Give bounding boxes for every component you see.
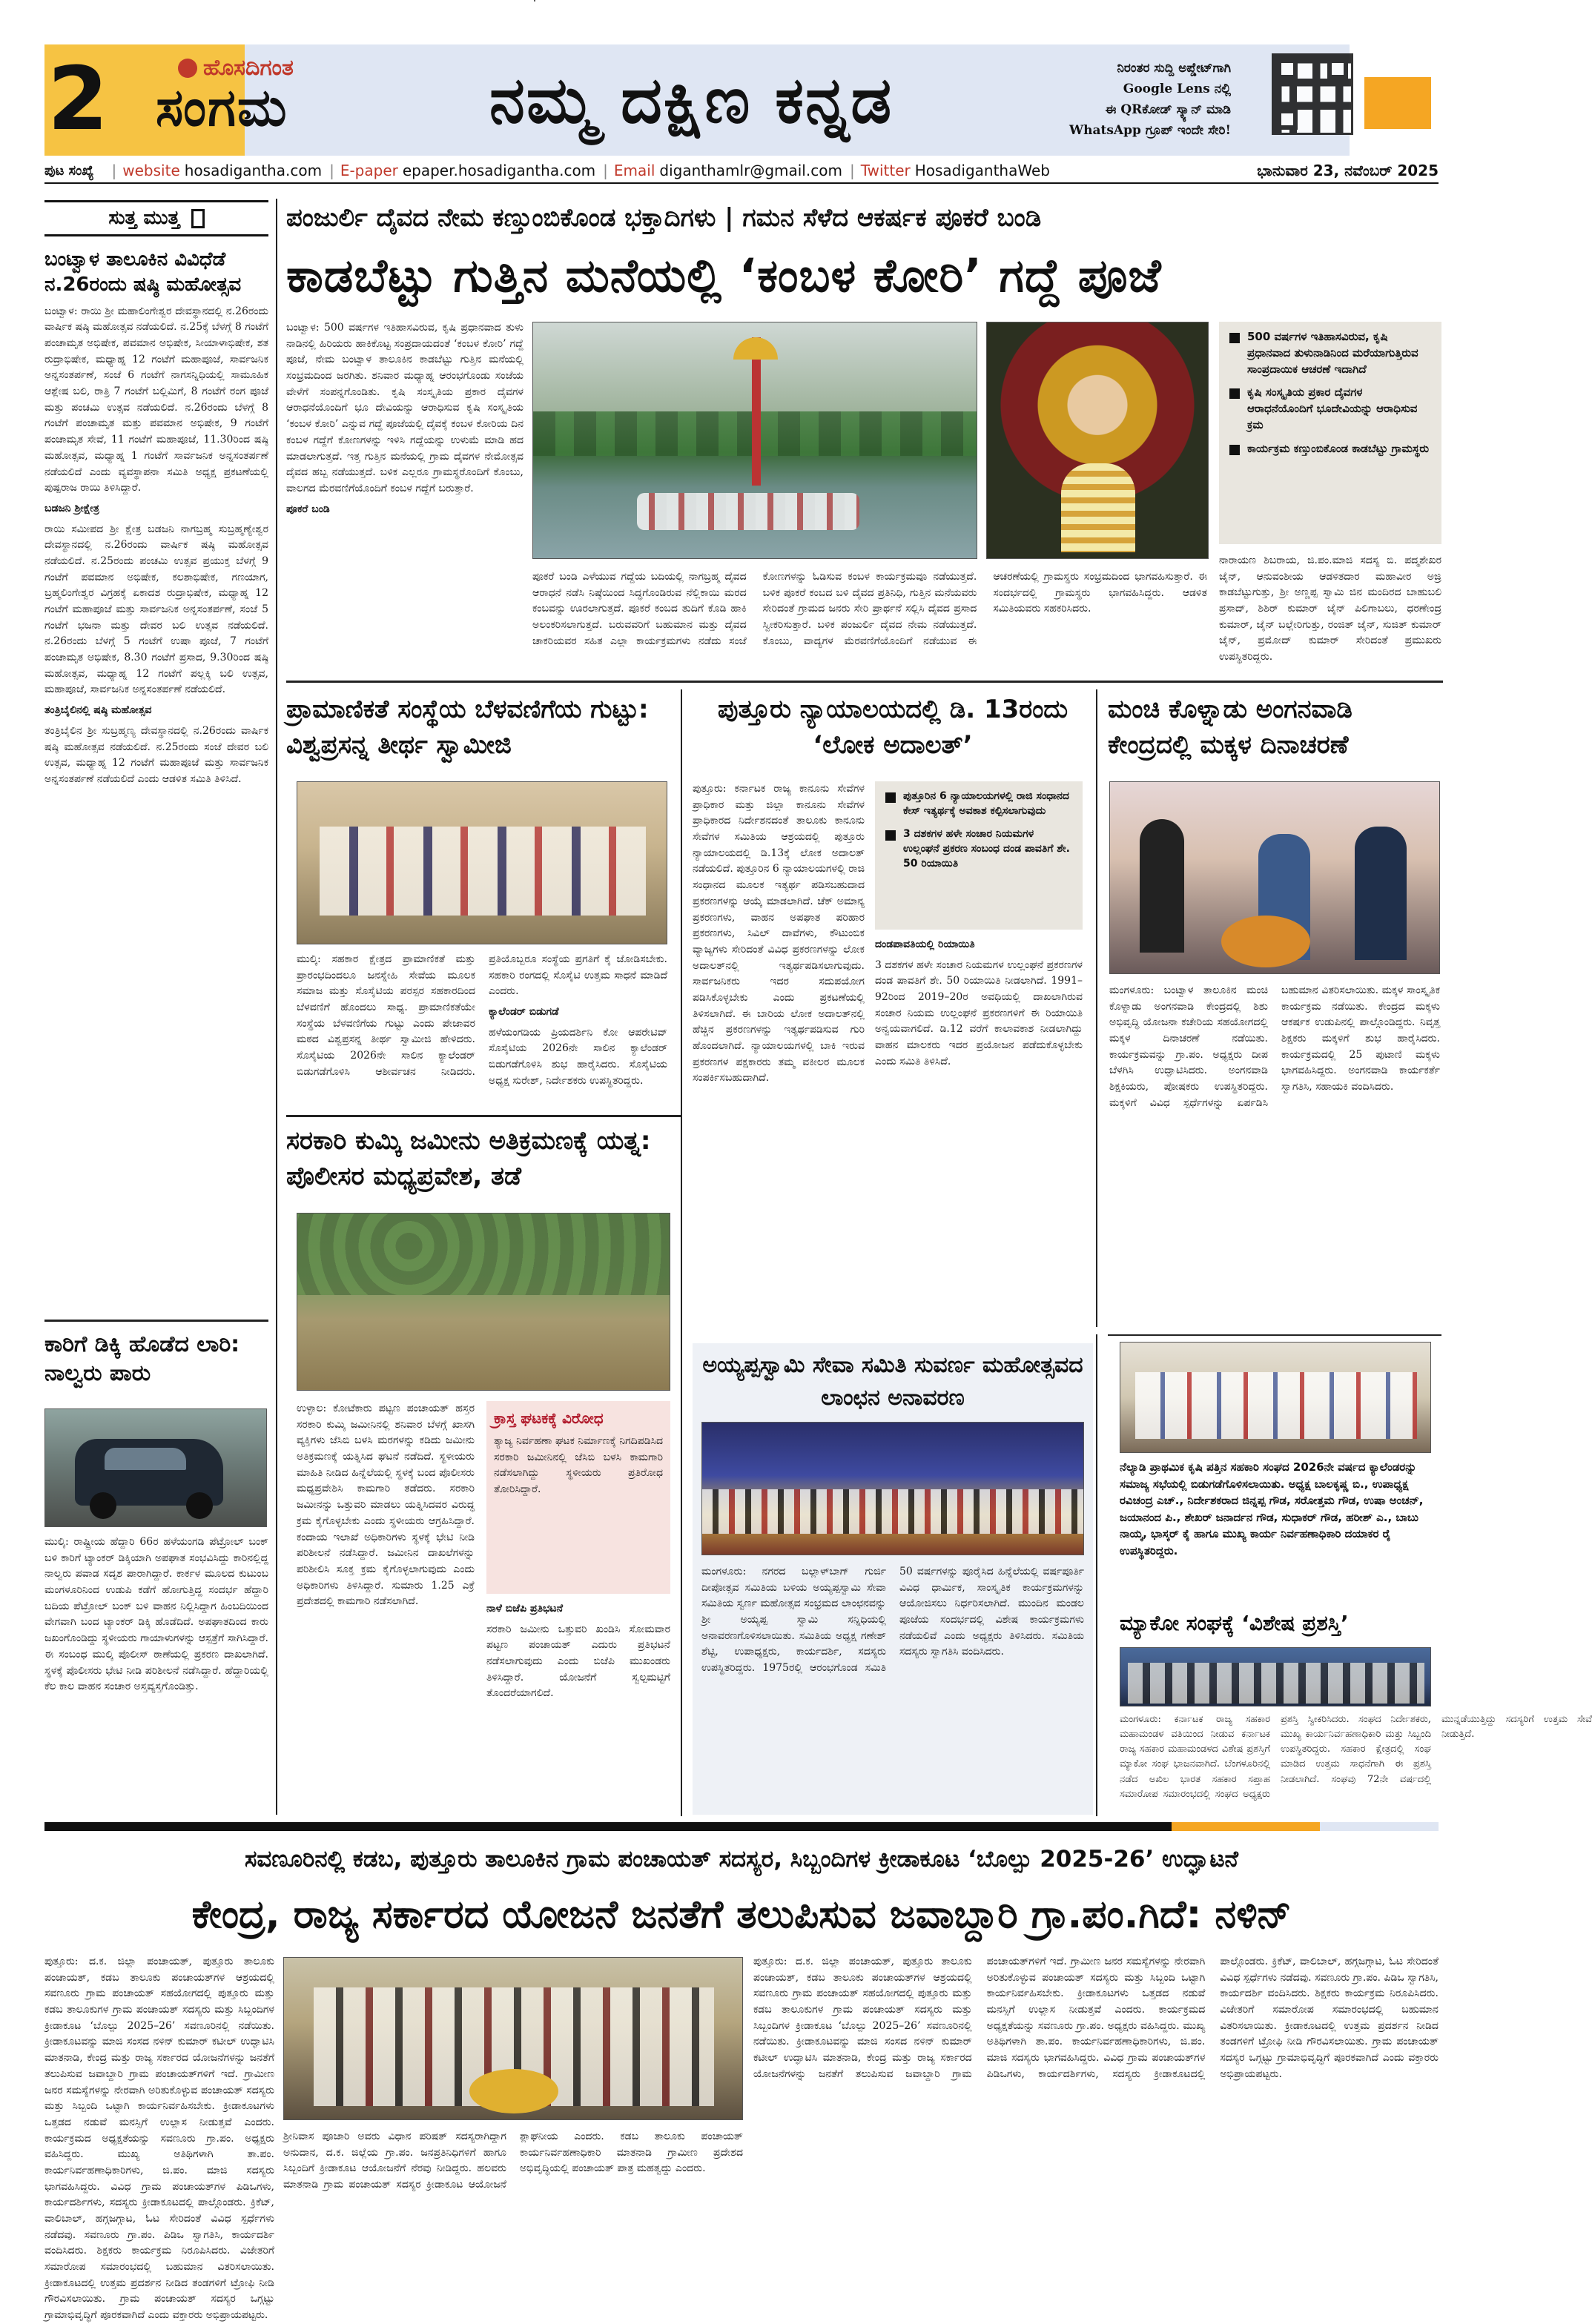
encroach-inset-title: ಕ್ರಾಸ್ತ ಘಟಕಕ್ಕೆ ವಿರೋಧ	[494, 1409, 604, 1427]
qr-code[interactable]	[1272, 53, 1353, 135]
trust-sub: ಕ್ಯಾಲೆಂಡರ್ ಬಿಡುಗಡೆ	[489, 1006, 559, 1019]
epaper-link[interactable]: epaper.hosadigantha.com	[402, 162, 596, 179]
encroach-vertical-rule	[681, 1334, 682, 1816]
lead-kicker: ಪಂಜುರ್ಲಿ ದೈವದ ನೇಮ ಕಣ್ತುಂಬಿಕೊಂಡ ಭಕ್ತಾದಿಗಳು | ಗಮನ ಸೆಳೆದ ಆಕರ್ಷಕ ಪೂಕರೆ ಬಂಡಿ	[286, 203, 1042, 233]
ayyappa-body: ಮಂಗಳೂರು: ನಗರದ ಬಲ್ಲಾಳ್‌ಬಾಗ್ ಗುರ್ಜಿ ದೀಪೋತ್ಸವ ಸಮಿತಿಯ ಬಳಿಯ ಅಯ್ಯಪ್ಪಸ್ವಾಮಿ ಸೇವಾ ಸಮಿತಿಯ ಸ್ವರ್ಣ ಮಹೋತ್ಸವ ಸಂಭ್ರಮದ ಲಾಂಛನವನ್ನು ಶ್ರೀ ಅಯ್ಯಪ್ಪ ಸ್ವಾಮಿ ಸನ್ನಿಧಿಯಲ್ಲಿ ಅನಾವರಣಗೊಳಿಸಲಾಯಿತು. ಸಮಿತಿಯ ಅಧ್ಯಕ್ಷ ಗಣೇಶ್ ಶೆಟ್ಟಿ, ಉಪಾಧ್ಯಕ್ಷರು, ಕಾರ್ಯದರ್ಶಿ, ಸದಸ್ಯರು ಉಪಸ್ಥಿತರಿದ್ದರು. 1975ರಲ್ಲಿ ಆರಂಭಗೊಂಡ ಸಮಿತಿ 50 ವರ್ಷಗಳನ್ನು ಪೂರೈಸಿದ ಹಿನ್ನೆಲೆಯಲ್ಲಿ ವರ್ಷಪೂರ್ತಿ ವಿವಿಧ ಧಾರ್ಮಿಕ, ಸಾಂಸ್ಕೃತಿಕ ಕಾರ್ಯಕ್ರಮಗಳನ್ನು ಆಯೋಜಿಸಲು ನಿರ್ಧರಿಸಲಾಗಿದೆ. ಮುಂದಿನ ಮಂಡಲ ಪೂಜೆಯ ಸಂದರ್ಭದಲ್ಲಿ ವಿಶೇಷ ಕಾರ್ಯಕ್ರಮಗಳು ನಡೆಯಲಿವೆ ಎಂದು ಅಧ್ಯಕ್ಷರು ತಿಳಿಸಿದರು. ಸಮಿತಿಯ ಸದಸ್ಯರು ಸ್ವಾಗತಿಸಿ ವಂದಿಸಿದರು.	[701, 1566, 1084, 1675]
left-column-vertical-rule	[276, 199, 277, 1815]
website-link[interactable]: hosadigantha.com	[184, 162, 323, 179]
bottom-bar	[44, 1822, 1439, 1831]
story2-body: ಮುಲ್ಕಿ: ರಾಷ್ಟ್ರೀಯ ಹೆದ್ದಾರಿ 66ರ ಹಳೆಯಂಗಡಿ ಪೆಟ್ರೋಲ್ ಬಂಕ್ ಬಳಿ ಕಾರಿಗೆ ಟ್ಯಾಂಕರ್ ಡಿಕ್ಕಿಯಾಗಿ ಅಪಘಾತ ಸಂಭವಿಸಿದ್ದು ಕಾರಿನಲ್ಲಿದ್ದ ನಾಲ್ವರು ಪವಾಡ ಸದೃಶ ಪಾರಾಗಿದ್ದಾರೆ. ಕಾರ್ಕಳ ಮೂಲದ ಕುಟುಂಬ ಮಂಗಳೂರಿನಿಂದ ಉಡುಪಿ ಕಡೆಗೆ ಹೋಗುತ್ತಿದ್ದ ಸಂದರ್ಭ ಹೆದ್ದಾರಿ ಬದಿಯ ಪೆಟ್ರೋಲ್ ಬಂಕ್ ಬಳಿ ವಾಹನ ನಿಲ್ಲಿಸಿದ್ದಾಗ ಹಿಂಬದಿಯಿಂದ ವೇಗವಾಗಿ ಬಂದ ಟ್ಯಾಂಕರ್ ಡಿಕ್ಕಿ ಹೊಡೆದಿದೆ. ಅಪಘಾತದಿಂದ ಕಾರು ಜಖಂಗೊಂಡಿದ್ದು ಸ್ಥಳೀಯರು ಗಾಯಾಳುಗಳನ್ನು ಆಸ್ಪತ್ರೆಗೆ ಸಾಗಿಸಿದ್ದಾರೆ. ಈ ಸಂಬಂಧ ಮುಲ್ಕಿ ಪೊಲೀಸ್ ಠಾಣೆಯಲ್ಲಿ ಪ್ರಕರಣ ದಾಖಲಾಗಿದೆ. ಸ್ಥಳಕ್ಕೆ ಪೊಲೀಸರು ಭೇಟಿ ನೀಡಿ ಪರಿಶೀಲನೆ ನಡೆಸಿದ್ದಾರೆ. ಹೆದ್ದಾರಿಯಲ್ಲಿ ಕೆಲ ಕಾಲ ವಾಹನ ಸಂಚಾರ ಅಸ್ತವ್ಯಸ್ತಗೊಂಡಿತ್ತು.	[44, 1536, 268, 1693]
pages-label: ಪುಟ ಸಂಖ್ಯೆ	[44, 162, 94, 179]
ayyappa-photo	[701, 1422, 1084, 1555]
bottom-body-2: ಶ್ರೀನಿವಾಸ ಪೂಜಾರಿ ಅವರು ವಿಧಾನ ಪರಿಷತ್ ಸದಸ್ಯರಾಗಿದ್ದಾಗ ಅನುದಾನ, ದ.ಕ. ಜಿಲ್ಲೆಯ ಗ್ರಾ.ಪಂ. ಜನಪ್ರತಿನಿಧಿಗಳಿಗೆ ಹಾಗೂ ಸಿಬ್ಬಂದಿಗೆ ಕ್ರೀಡಾಕೂಟ ಆಯೋಜನೆಗೆ ನೆರವು ನೀಡಿದ್ದರು. ಹಲವರು ಮಾತನಾಡಿ ಗ್ರಾಮ ಪಂಚಾಯತ್ ಸದಸ್ಯರ ಕ್ರೀಡಾಕೂಟ ಆಯೋಜನೆ ಶ್ಲಾಘನೀಯ ಎಂದರು. ಕಡಬ ತಾಲೂಕು ಪಂಚಾಯತ್ ಕಾರ್ಯನಿರ್ವಹಣಾಧಿಕಾರಿ ಮಾತನಾಡಿ ಗ್ರಾಮೀಣ ಪ್ರದೇಶದ ಅಭಿವೃದ್ಧಿಯಲ್ಲಿ ಪಂಚಾಯತ್ ಪಾತ್ರ ಮಹತ್ವದ್ದು ಎಂದರು.	[283, 2131, 743, 2191]
masthead-accent-right	[1364, 77, 1431, 129]
daiva-photo	[986, 322, 1209, 559]
anganwadi-body: ಮಂಗಳೂರು: ಬಂಟ್ವಾಳ ತಾಲೂಕಿನ ಮಂಚಿ ಕೊಳ್ನಾಡು ಅಂಗನವಾಡಿ ಕೇಂದ್ರದಲ್ಲಿ ಶಿಶು ಅಭಿವೃದ್ಧಿ ಯೋಜನಾ ಕಚೇರಿಯ ಸಹಯೋಗದಲ್ಲಿ ಮಕ್ಕಳ ದಿನಾಚರಣೆ ನಡೆಯಿತು. ಕಾರ್ಯಕ್ರಮವನ್ನು ಗ್ರಾ.ಪಂ. ಅಧ್ಯಕ್ಷರು ದೀಪ ಬೆಳಗಿಸಿ ಉದ್ಘಾಟಿಸಿದರು. ಅಂಗನವಾಡಿ ಶಿಕ್ಷಕಿಯರು, ಪೋಷಕರು ಉಪಸ್ಥಿತರಿದ್ದರು. ಮಕ್ಕಳಿಗೆ ವಿವಿಧ ಸ್ಪರ್ಧೆಗಳನ್ನು ಏರ್ಪಡಿಸಿ ಬಹುಮಾನ ವಿತರಿಸಲಾಯಿತು. ಮಕ್ಕಳ ಸಾಂಸ್ಕೃತಿಕ ಕಾರ್ಯಕ್ರಮ ನಡೆಯಿತು. ಕೇಂದ್ರದ ಮಕ್ಕಳು ಆಕರ್ಷಕ ಉಡುಪಿನಲ್ಲಿ ಪಾಲ್ಗೊಂಡಿದ್ದರು. ನಿವೃತ್ತ ಶಿಕ್ಷಕರು ಮಕ್ಕಳಿಗೆ ಶುಭ ಹಾರೈಸಿದರು. ಕಾರ್ಯಕ್ರಮದಲ್ಲಿ 25 ಪುಟಾಣಿ ಮಕ್ಕಳು ಭಾಗವಹಿಸಿದ್ದರು. ಅಂಗನವಾಡಿ ಕಾರ್ಯಕರ್ತೆ ಸ್ವಾಗತಿಸಿ, ಸಹಾಯಕಿ ವಂದಿಸಿದರು.	[1109, 984, 1440, 1109]
section-label	[44, 200, 268, 236]
lokadalat-headline: ಪುತ್ತೂರು ನ್ಯಾಯಾಲಯದಲ್ಲಿ ಡಿ. 13ರಂದು ‘ಲೋಕ ಅದಾಲತ್’	[717, 695, 1069, 760]
bottom-body-3: ಪುತ್ತೂರು: ದ.ಕ. ಜಿಲ್ಲಾ ಪಂಚಾಯತ್, ಪುತ್ತೂರು ತಾಲೂಕು ಪಂಚಾಯತ್, ಕಡಬ ತಾಲೂಕು ಪಂಚಾಯತ್‌ಗಳ ಆಶ್ರಯದಲ್ಲಿ ಸವಣೂರು ಗ್ರಾಮ ಪಂಚಾಯತ್ ಸಹಯೋಗದಲ್ಲಿ ಪುತ್ತೂರು ಮತ್ತು ಕಡಬ ತಾಲೂಕುಗಳ ಗ್ರಾಮ ಪಂಚಾಯತ್ ಸದಸ್ಯರು ಮತ್ತು ಸಿಬ್ಬಂದಿಗಳ ಕ್ರೀಡಾಕೂಟ ‘ಬೊಲ್ಪು 2025–26’ ಸವಣೂರಿನಲ್ಲಿ ನಡೆಯಿತು. ಕ್ರೀಡಾಕೂಟವನ್ನು ಮಾಜಿ ಸಂಸದ ನಳಿನ್ ಕುಮಾರ್ ಕಟೀಲ್ ಉದ್ಘಾಟಿಸಿ ಮಾತನಾಡಿ, ಕೇಂದ್ರ ಮತ್ತು ರಾಜ್ಯ ಸರ್ಕಾರದ ಯೋಜನೆಗಳನ್ನು ಜನತೆಗೆ ತಲುಪಿಸುವ ಜವಾಬ್ದಾರಿ ಗ್ರಾಮ ಪಂಚಾಯತ್‌ಗಳಿಗೆ ಇದೆ. ಗ್ರಾಮೀಣ ಜನರ ಸಮಸ್ಯೆಗಳನ್ನು ನೇರವಾಗಿ ಅರಿತುಕೊಳ್ಳುವ ಪಂಚಾಯತ್ ಸದಸ್ಯರು ಮತ್ತು ಸಿಬ್ಬಂದಿ ಒಟ್ಟಾಗಿ ಕಾರ್ಯನಿರ್ವಹಿಸಬೇಕು. ಕ್ರೀಡಾಕೂಟಗಳು ಒತ್ತಡದ ನಡುವೆ ಮನಸ್ಸಿಗೆ ಉಲ್ಲಾಸ ನೀಡುತ್ತವೆ ಎಂದರು. ಕಾರ್ಯಕ್ರಮದ ಅಧ್ಯಕ್ಷತೆಯನ್ನು ಸವಣೂರು ಗ್ರಾ.ಪಂ. ಅಧ್ಯಕ್ಷರು ವಹಿಸಿದ್ದರು. ಮುಖ್ಯ ಅತಿಥಿಗಳಾಗಿ ತಾ.ಪಂ. ಕಾರ್ಯನಿರ್ವಹಣಾಧಿಕಾರಿಗಳು, ಜಿ.ಪಂ. ಮಾಜಿ ಸದಸ್ಯರು ಭಾಗವಹಿಸಿದ್ದರು. ವಿವಿಧ ಗ್ರಾಮ ಪಂಚಾಯತ್‌ಗಳ ಪಿಡಿಒಗಳು, ಕಾರ್ಯದರ್ಶಿಗಳು, ಸದಸ್ಯರು ಕ್ರೀಡಾಕೂಟದಲ್ಲಿ ಪಾಲ್ಗೊಂಡರು. ಕ್ರಿಕೆಟ್, ವಾಲಿಬಾಲ್, ಹಗ್ಗಜಗ್ಗಾಟ, ಓಟ ಸೇರಿದಂತೆ ವಿವಿಧ ಸ್ಪರ್ಧೆಗಳು ನಡೆದವು. ಸವಣೂರು ಗ್ರಾ.ಪಂ. ಪಿಡಿಒ ಸ್ವಾಗತಿಸಿ, ಕಾರ್ಯದರ್ಶಿ ವಂದಿಸಿದರು. ಶಿಕ್ಷಕರು ಕಾರ್ಯಕ್ರಮ ನಿರೂಪಿಸಿದರು. ವಿಜೇತರಿಗೆ ಸಮಾರೋಪ ಸಮಾರಂಭದಲ್ಲಿ ಬಹುಮಾನ ವಿತರಿಸಲಾಯಿತು. ಕ್ರೀಡಾಕೂಟದಲ್ಲಿ ಉತ್ತಮ ಪ್ರದರ್ಶನ ನೀಡಿದ ತಂಡಗಳಿಗೆ ಟ್ರೋಫಿ ನೀಡಿ ಗೌರವಿಸಲಾಯಿತು. ಗ್ರಾಮ ಪಂಚಾಯತ್ ಸದಸ್ಯರ ಒಗ್ಗಟ್ಟು ಗ್ರಾಮಾಭಿವೃದ್ಧಿಗೆ ಪೂರಕವಾಗಿದೆ ಎಂದು ವಕ್ತಾರರು ಅಭಿಪ್ರಾಯಪಟ್ಟರು.	[753, 1956, 1439, 2080]
epaper-label: E-paper	[340, 162, 398, 179]
twitter-label: Twitter	[860, 162, 911, 179]
award-photo	[1120, 1647, 1431, 1706]
twitter-link[interactable]: HosadiganthaWeb	[914, 162, 1050, 179]
car-accident-photo	[44, 1408, 267, 1527]
lokadalat-bullets: ಪುತ್ತೂರಿನ 6 ನ್ಯಾಯಾಲಯಗಳಲ್ಲಿ ರಾಜಿ ಸಂಧಾನದ ಕೇಸ್ ಇತ್ಯರ್ಥಕ್ಕೆ ಅವಕಾಶ ಕಲ್ಪಿಸಲಾಗುವುದು 3 ದಶಕಗಳ ಹಳೇ ಸಂಚಾರ ನಿಯಮಗಳ ಉಲ್ಲಂಘನೆ ಪ್ರಕರಣ ಸಂಬಂಧ ದಂಡ ಪಾವತಿಗೆ ಶೇ. 50 ರಿಯಾಯಿತಿ	[875, 781, 1083, 930]
lead-body-2: ಪೂಕರೆ ಬಂಡಿ ಎಳೆಯುವ ಗದ್ದೆಯ ಬದಿಯಲ್ಲಿ ನಾಗಬ್ರಹ್ಮ ದೈವದ ಆರಾಧನೆ ನಡೆಸಿ ನಿಷ್ಠೆಯಿಂದ ಸಿದ್ಧಗೊಂಡಿರುವ ನೆಲ್ಲಿಕಾಯಿ ಮರದ ಕಂಬವನ್ನು ಊರಲಾಗುತ್ತದೆ. ಪೂಕರೆ ಕಂಬದ ತುದಿಗೆ ಕೊಡಿ ಹಾಕಿ ಅಲಂಕರಿಸಲಾಗುತ್ತದೆ. ಬರುವವರಿಗೆ ಬಹುಮಾನ ಮತ್ತು ದೈವದ ಚಾಕರಿಯವರ ಸಹಿತ ಎಲ್ಲಾ ಕಾರ್ಯಕ್ರಮಗಳು ನಡೆದು ಸಂಜೆ ಕೋಣಗಳನ್ನು ಓಡಿಸುವ ಕಂಬಳ ಕಾರ್ಯಕ್ರಮವೂ ನಡೆಯುತ್ತದೆ. ಬಳಿಕ ಪೂಕರೆ ಕಂಬದ ಬಳಿ ದೈವದ ಪ್ರತಿನಿಧಿ, ಗುತ್ತಿನ ಮನೆಯವರು ಸೇರಿದಂತೆ ಗ್ರಾಮದ ಜನರು ಸೇರಿ ಪ್ರಾರ್ಥನೆ ಸಲ್ಲಿಸಿ ದೈವದ ಪ್ರಸಾದ ಸ್ವೀಕರಿಸುತ್ತಾರೆ. ಬಳಿಕ ಪಂಜುರ್ಲಿ ದೈವದ ನೇಮ ನಡೆಯುತ್ತದೆ. ಕೊಂಬು, ವಾದ್ಯಗಳ ಮೆರವಣಿಗೆಯೊಂದಿಗೆ ನಡೆಯುವ ಈ ಆಚರಣೆಯಲ್ಲಿ ಗ್ರಾಮಸ್ಥರು ಸಂಭ್ರಮದಿಂದ ಭಾಗವಹಿಸುತ್ತಾರೆ. ಈ ಸಂದರ್ಭದಲ್ಲಿ ಗ್ರಾಮಸ್ಥರು ಭಾಗವಹಿಸಿದ್ದರು. ಆಡಳಿತ ಸಮಿತಿಯವರು ಸಹಕರಿಸಿದರು.	[532, 571, 1207, 647]
story1-title: ಬಂಟ್ವಾಳ ತಾಲೂಕಿನ ವಿವಿಧೆಡೆ ನ.26ರಂದು ಷಷ್ಠಿ ಮಹೋತ್ಸವ	[44, 248, 242, 297]
qr-text: ನಿರಂತರ ಸುದ್ದಿ ಅಪ್ಡೇಟ್‌ಗಾಗಿ Google Lens ನಲ್ಲಿ ಈ QRಕೋಡ್ ಸ್ಕ್ಯಾನ್ ಮಾಡಿ WhatsApp ಗ್ರೂಪ್ ಇಂದೇ ಸೇರಿ!	[1069, 61, 1231, 138]
lead-bullets: 500 ವರ್ಷಗಳ ಇತಿಹಾಸವಿರುವ, ಕೃಷಿ ಪ್ರಧಾನವಾದ ತುಳುನಾಡಿನಿಂದ ಮರೆಯಾಗುತ್ತಿರುವ ಸಾಂಪ್ರದಾಯಿಕ ಆಚರಣೆ ಇದಾಗಿದೆ ಕೃಷಿ ಸಂಸ್ಕೃತಿಯ ಪ್ರಕಾರ ದೈವಗಳ ಆರಾಧನೆಯೊಂದಿಗೆ ಭೂದೇವಿಯನ್ನು ಆರಾಧಿಸುವ ಕ್ರಮ ಕಾರ್ಯಕ್ರಮ ಕಣ್ತುಂಬಿಕೊಂಡ ಕಾಡಬೆಟ್ಟು ಗ್ರಾಮಸ್ಥರು	[1219, 322, 1441, 544]
email-link[interactable]: diganthamlr@gmail.com	[659, 162, 842, 179]
calendar-caption: ನೆಲ್ಯಾಡಿ ಪ್ರಾಥಮಿಕ ಕೃಷಿ ಪತ್ತಿನ ಸಹಕಾರಿ ಸಂಘದ 2026ನೇ ವರ್ಷದ ಕ್ಯಾಲೆಂಡರನ್ನು ಸಮಾಜ್ಯ ಸಭೆಯಲ್ಲಿ ಬಿಡುಗಡೆಗೊಳಿಸಲಾಯಿತು. ಅಧ್ಯಕ್ಷ ಬಾಲಕೃಷ್ಣ ಬಿ., ಉಪಾಧ್ಯಕ್ಷ ರವಿಚಂದ್ರ ಎಚ್., ನಿರ್ದೇಶಕರಾದ ಜಿನ್ನಪ್ಪ ಗೌಡ, ಸರೋತ್ತಮ ಗೌಡ, ಉಷಾ ಅಂಚನ್, ಜಯಾನಂದ ಪಿ., ಶೇಖರ್ ಜನಾರ್ದನ ಗೌಡ, ಸುಧಾಕರ್ ಗೌಡ, ಹರೀಶ್ ಎ., ಬಾಬು ನಾಯ್ಕ, ಭಾಸ್ಕರ್ ಕೈ ಹಾಗೂ ಮುಖ್ಯ ಕಾರ್ಯ ನಿರ್ವಹಣಾಧಿಕಾರಿ ದಯಾಕರ ರೈ ಉಪಸ್ಥಿತರಿದ್ದರು.	[1120, 1460, 1424, 1557]
lead-sub: ಪೂಕರೆ ಬಂಡಿ	[286, 503, 330, 515]
encroach-body-2: ನಾಳೆ ಬಿಜೆಪಿ ಪ್ರತಿಭಟನೆ ಸರಕಾರಿ ಜಮೀನು ಒತ್ತುವರಿ ಖಂಡಿಸಿ ಸೋಮವಾರ ಪಟ್ಟಣ ಪಂಚಾಯತ್ ಎದುರು ಪ್ರತಿಭಟನೆ ನಡೆಸಲಾಗುವುದು ಎಂದು ಬಿಜೆಪಿ ಮುಖಂಡರು ತಿಳಿಸಿದ್ದಾರೆ. ಯೋಜನೆಗೆ ಸ್ವಲ್ಪಮಟ್ಟಿಗೆ ತೊಂದರೆಯಾಗಲಿದೆ.	[486, 1603, 670, 1700]
ayyappa-headline: ಅಯ್ಯಪ್ಪಸ್ವಾಮಿ ಸೇವಾ ಸಮಿತಿ ಸುವರ್ಣ ಮಹೋತ್ಸವದ ಲಾಂಛನ ಅನಾವರಣ	[702, 1352, 1083, 1411]
story1-sub: ಬಡಜನಿ ಶ್ರೀಕ್ಷೇತ್ರ	[44, 502, 99, 514]
story2-title: ಕಾರಿಗೆ ಡಿಕ್ಕಿ ಹೊಡೆದ ಲಾರಿ: ನಾಲ್ವರು ಪಾರು	[44, 1331, 240, 1386]
award-body: ಮಂಗಳೂರು: ಕರ್ನಾಟಕ ರಾಜ್ಯ ಸಹಕಾರ ಮಹಾಮಂಡಳ ವತಿಯಿಂದ ನೀಡುವ ಕರ್ನಾಟಕ ರಾಜ್ಯ ಸಹಕಾರ ಮಹಾಮಂಡಳದ ವಿಶೇಷ ಪ್ರಶಸ್ತಿಗೆ ಮ್ಯಾಕೋ ಸಂಘ ಭಾಜನವಾಗಿದೆ. ಬೆಂಗಳೂರಿನಲ್ಲಿ ನಡೆದ ಅಖಿಲ ಭಾರತ ಸಹಕಾರ ಸಪ್ತಾಹ ಸಮಾರೋಪ ಸಮಾರಂಭದಲ್ಲಿ ಸಂಘದ ಅಧ್ಯಕ್ಷರು ಪ್ರಶಸ್ತಿ ಸ್ವೀಕರಿಸಿದರು. ಸಂಘದ ನಿರ್ದೇಶಕರು, ಮುಖ್ಯ ಕಾರ್ಯನಿರ್ವಹಣಾಧಿಕಾರಿ ಮತ್ತು ಸಿಬ್ಬಂದಿ ಉಪಸ್ಥಿತರಿದ್ದರು. ಸಹಕಾರ ಕ್ಷೇತ್ರದಲ್ಲಿ ಸಂಘ ಮಾಡಿದ ಉತ್ತಮ ಸಾಧನೆಗಾಗಿ ಈ ಪ್ರಶಸ್ತಿ ನೀಡಲಾಗಿದೆ. ಸಂಘವು 72ನೇ ವರ್ಷದಲ್ಲಿ ಮುನ್ನಡೆಯುತ್ತಿದ್ದು ಸದಸ್ಯರಿಗೆ ಉತ್ತಮ ಸೇವೆ ನೀಡುತ್ತಿದೆ.	[1120, 1714, 1592, 1800]
anganwadi-headline: ಮಂಚಿ ಕೊಳ್ನಾಡು ಅಂಗನವಾಡಿ ಕೇಂದ್ರದಲ್ಲಿ ಮಕ್ಕಳ ದಿನಾಚರಣೆ	[1108, 695, 1352, 760]
kambala-field-photo-main	[532, 322, 977, 559]
trust-vertical-rule	[681, 689, 682, 1334]
lokadalat-sub: ದಂಡಪಾವತಿಯಲ್ಲಿ ರಿಯಾಯಿತಿ	[875, 938, 975, 950]
lead-divider	[286, 681, 1443, 683]
encroach-top-rule	[286, 1115, 681, 1117]
brand-small: ಹೊಸದಿಗಂತ	[178, 55, 294, 81]
award-headline: ಮ್ಯಾಕೋ ಸಂಘಕ್ಕೆ ‘ವಿಶೇಷ ಪ್ರಶಸ್ತಿ’	[1120, 1611, 1349, 1635]
lokadalat-vertical-rule	[1096, 689, 1097, 1327]
lead-body: ಬಂಟ್ವಾಳ: 500 ವರ್ಷಗಳ ಇತಿಹಾಸವಿರುವ, ಕೃಷಿ ಪ್ರಧಾನವಾದ ತುಳು ನಾಡಿನಲ್ಲಿ ಹಿರಿಯರು ಹಾಕಿಕೊಟ್ಟ ಸಂಪ್ರದಾಯದಂತೆ ‘ಕಂಬಳ ಕೋರಿ’ ಗದ್ದೆ ಪೂಜೆ, ನೇಮ ಬಂಟ್ವಾಳ ತಾಲೂಕಿನ ಕಾಡಬೆಟ್ಟು ಗುತ್ತಿನ ಮನೆಯಲ್ಲಿ ಸಂಭ್ರಮದಿಂದ ಜರಗಿತು. ಶನಿವಾರ ಮಧ್ಯಾಹ್ನ ಆರಂಭಗೊಂಡು ಸಂಜೆಯ ವೇಳೆಗೆ ಸಂಪನ್ನಗೊಂಡಿತು. ಕೃಷಿ ಸಂಸ್ಕೃತಿಯ ಪ್ರಕಾರ ದೈವಗಳ ಆರಾಧನೆಯೊಂದಿಗೆ ಭೂ ದೇವಿಯನ್ನು ಆರಾಧಿಸುವ ಕೃಷಿ ಸಂಸ್ಕೃತಿಯ ‘ಕಂಬಳ ಕೋರಿ’ ಎನ್ನುವ ಗದ್ದೆ ಪೂಜೆಯಲ್ಲಿ ದೈವಕ್ಕೆ ಕಂಬಳ ಕೋರಿಯ ದಿನ ಕಂಬಳ ಗದ್ದೆಗೆ ಕೋಣಗಳನ್ನು ಇಳಿಸಿ ಗದ್ದೆಯನ್ನು ಉಳುಮೆ ಮಾಡಿ ಹದ ಮಾಡಲಾಗುತ್ತದೆ. ಇತ್ತ ಗುತ್ತಿನ ಮನೆಯಲ್ಲಿ ಗ್ರಾಮ ದೈವಗಳ ನೇಮೋತ್ಸವ ದೈವದ ಹಬ್ಬ ನಡೆಯುತ್ತದೆ. ಬಳಿಕ ಎಲ್ಲರೂ ಗ್ರಾಮಸ್ಥರೊಂದಿಗೆ ಕೊಂಬು, ವಾಲಗದ ಮೆರವಣಿಗೆಯೊಂದಿಗೆ ಕಂಬಳ ಗದ್ದೆಗೆ ಬರುತ್ತಾರೆ. ಪೂಕರೆ ಬಂಡಿ	[286, 320, 523, 780]
bottom-body: ಪುತ್ತೂರು: ದ.ಕ. ಜಿಲ್ಲಾ ಪಂಚಾಯತ್, ಪುತ್ತೂರು ತಾಲೂಕು ಪಂಚಾಯತ್, ಕಡಬ ತಾಲೂಕು ಪಂಚಾಯತ್‌ಗಳ ಆಶ್ರಯದಲ್ಲಿ ಸವಣೂರು ಗ್ರಾಮ ಪಂಚಾಯತ್ ಸಹಯೋಗದಲ್ಲಿ ಪುತ್ತೂರು ಮತ್ತು ಕಡಬ ತಾಲೂಕುಗಳ ಗ್ರಾಮ ಪಂಚಾಯತ್ ಸದಸ್ಯರು ಮತ್ತು ಸಿಬ್ಬಂದಿಗಳ ಕ್ರೀಡಾಕೂಟ ‘ಬೊಲ್ಪು 2025–26’ ಸವಣೂರಿನಲ್ಲಿ ನಡೆಯಿತು. ಕ್ರೀಡಾಕೂಟವನ್ನು ಮಾಜಿ ಸಂಸದ ನಳಿನ್ ಕುಮಾರ್ ಕಟೀಲ್ ಉದ್ಘಾಟಿಸಿ ಮಾತನಾಡಿ, ಕೇಂದ್ರ ಮತ್ತು ರಾಜ್ಯ ಸರ್ಕಾರದ ಯೋಜನೆಗಳನ್ನು ಜನತೆಗೆ ತಲುಪಿಸುವ ಜವಾಬ್ದಾರಿ ಗ್ರಾಮ ಪಂಚಾಯತ್‌ಗಳಿಗೆ ಇದೆ. ಗ್ರಾಮೀಣ ಜನರ ಸಮಸ್ಯೆಗಳನ್ನು ನೇರವಾಗಿ ಅರಿತುಕೊಳ್ಳುವ ಪಂಚಾಯತ್ ಸದಸ್ಯರು ಮತ್ತು ಸಿಬ್ಬಂದಿ ಒಟ್ಟಾಗಿ ಕಾರ್ಯನಿರ್ವಹಿಸಬೇಕು. ಕ್ರೀಡಾಕೂಟಗಳು ಒತ್ತಡದ ನಡುವೆ ಮನಸ್ಸಿಗೆ ಉಲ್ಲಾಸ ನೀಡುತ್ತವೆ ಎಂದರು. ಕಾರ್ಯಕ್ರಮದ ಅಧ್ಯಕ್ಷತೆಯನ್ನು ಸವಣೂರು ಗ್ರಾ.ಪಂ. ಅಧ್ಯಕ್ಷರು ವಹಿಸಿದ್ದರು. ಮುಖ್ಯ ಅತಿಥಿಗಳಾಗಿ ತಾ.ಪಂ. ಕಾರ್ಯನಿರ್ವಹಣಾಧಿಕಾರಿಗಳು, ಜಿ.ಪಂ. ಮಾಜಿ ಸದಸ್ಯರು ಭಾಗವಹಿಸಿದ್ದರು. ವಿವಿಧ ಗ್ರಾಮ ಪಂಚಾಯತ್‌ಗಳ ಪಿಡಿಒಗಳು, ಕಾರ್ಯದರ್ಶಿಗಳು, ಸದಸ್ಯರು ಕ್ರೀಡಾಕೂಟದಲ್ಲಿ ಪಾಲ್ಗೊಂಡರು. ಕ್ರಿಕೆಟ್, ವಾಲಿಬಾಲ್, ಹಗ್ಗಜಗ್ಗಾಟ, ಓಟ ಸೇರಿದಂತೆ ವಿವಿಧ ಸ್ಪರ್ಧೆಗಳು ನಡೆದವು. ಸವಣೂರು ಗ್ರಾ.ಪಂ. ಪಿಡಿಒ ಸ್ವಾಗತಿಸಿ, ಕಾರ್ಯದರ್ಶಿ ವಂದಿಸಿದರು. ಶಿಕ್ಷಕರು ಕಾರ್ಯಕ್ರಮ ನಿರೂಪಿಸಿದರು. ವಿಜೇತರಿಗೆ ಸಮಾರೋಪ ಸಮಾರಂಭದಲ್ಲಿ ಬಹುಮಾನ ವಿತರಿಸಲಾಯಿತು. ಕ್ರೀಡಾಕೂಟದಲ್ಲಿ ಉತ್ತಮ ಪ್ರದರ್ಶನ ನೀಡಿದ ತಂಡಗಳಿಗೆ ಟ್ರೋಫಿ ನೀಡಿ ಗೌರವಿಸಲಾಯಿತು. ಗ್ರಾಮ ಪಂಚಾಯತ್ ಸದಸ್ಯರ ಒಗ್ಗಟ್ಟು ಗ್ರಾಮಾಭಿವೃದ್ಧಿಗೆ ಪೂರಕವಾಗಿದೆ ಎಂದು ವಕ್ತಾರರು ಅಭಿಪ್ರಾಯಪಟ್ಟರು.	[44, 1956, 274, 2322]
lokadalat-body: ಪುತ್ತೂರು: ಕರ್ನಾಟಕ ರಾಜ್ಯ ಕಾನೂನು ಸೇವೆಗಳ ಪ್ರಾಧಿಕಾರ ಮತ್ತು ಜಿಲ್ಲಾ ಕಾನೂನು ಸೇವೆಗಳ ಪ್ರಾಧಿಕಾರದ ನಿರ್ದೇಶನದಂತೆ ತಾಲೂಕು ಕಾನೂನು ಸೇವೆಗಳ ಸಮಿತಿಯ ಆಶ್ರಯದಲ್ಲಿ ಪುತ್ತೂರು ನ್ಯಾಯಾಲಯದಲ್ಲಿ ಡಿ.13ಕ್ಕೆ ಲೋಕ ಅದಾಲತ್ ನಡೆಯಲಿದೆ. ಪುತ್ತೂರಿನ 6 ನ್ಯಾಯಾಲಯಗಳಲ್ಲಿ ರಾಜಿ ಸಂಧಾನದ ಮೂಲಕ ಇತ್ಯರ್ಥ ಪಡಿಸಬಹುದಾದ ಪ್ರಕರಣಗಳನ್ನು ಆಯ್ಕೆ ಮಾಡಲಾಗಿದೆ. ಚೆಕ್ ಅಮಾನ್ಯ ಪ್ರಕರಣಗಳು, ವಾಹನ ಅಪಘಾತ ಪರಿಹಾರ ಪ್ರಕರಣಗಳು, ಸಿವಿಲ್ ದಾವೆಗಳು, ಕೌಟುಂಬಿಕ ವ್ಯಾಜ್ಯಗಳು ಸೇರಿದಂತೆ ವಿವಿಧ ಪ್ರಕರಣಗಳನ್ನು ಲೋಕ ಅದಾಲತ್‌ನಲ್ಲಿ ಇತ್ಯರ್ಥಪಡಿಸಲಾಗುವುದು. ಸಾರ್ವಜನಿಕರು ಇದರ ಸದುಪಯೋಗ ಪಡಿಸಿಕೊಳ್ಳಬೇಕು ಎಂದು ಪ್ರಕಟಣೆಯಲ್ಲಿ ತಿಳಿಸಲಾಗಿದೆ. ಈ ಬಾರಿಯ ಲೋಕ ಅದಾಲತ್‌ನಲ್ಲಿ ಹೆಚ್ಚಿನ ಪ್ರಕರಣಗಳನ್ನು ಇತ್ಯರ್ಥಪಡಿಸುವ ಗುರಿ ಹೊಂದಲಾಗಿದೆ. ನ್ಯಾಯಾಲಯಗಳಲ್ಲಿ ಬಾಕಿ ಇರುವ ಪ್ರಕರಣಗಳ ಪಕ್ಷಕಾರರು ತಮ್ಮ ವಕೀಲರ ಮೂಲಕ ಸಂಪರ್ಕಿಸಬಹುದಾಗಿದೆ.	[693, 783, 865, 1085]
calendar-group-photo	[1120, 1342, 1431, 1453]
encroach-inset-body: ತ್ಯಾಜ್ಯ ನಿರ್ವಹಣಾ ಘಟಕ ನಿರ್ಮಾಣಕ್ಕೆ ನಿಗದಿಪಡಿಸಿದ ಸರಕಾರಿ ಜಮೀನಿನಲ್ಲಿ ಜೆಸಿಬಿ ಬಳಸಿ ಕಾಮಗಾರಿ ನಡೆಸಲಾಗಿದ್ದು ಸ್ಥಳೀಯರು ಪ್ರತಿರೋಧ ತೋರಿಸಿದ್ದಾರೆ.	[494, 1435, 663, 1496]
story1-sub2: ತಂತ್ರಿಬೈಲಿನಲ್ಲಿ ಷಷ್ಠಿ ಮಹೋತ್ಸವ	[44, 704, 152, 717]
section-title: ನಮ್ಮ ದಕ್ಷಿಣ ಕನ್ನಡ	[489, 64, 894, 138]
bottom-kicker: ಸವಣೂರಿನಲ್ಲಿ ಕಡಬ, ಪುತ್ತೂರು ತಾಲೂಕಿನ ಗ್ರಾಮ ಪಂಚಾಯತ್ ಸದಸ್ಯರ, ಸಿಬ್ಬಂದಿಗಳ ಕ್ರೀಡಾಕೂಟ ‘ಬೊಲ್ಪು 2025-26’ ಉದ್ಘಾಟನೆ	[244, 1846, 1239, 1873]
lead-body-3: ನಾರಾಯಣ ಶಿಬರಾಯ, ಜಿ.ಪಂ.ಮಾಜಿ ಸದಸ್ಯ ಬಿ. ಪದ್ಮಶೇಖರ ಜೈನ್, ಆನುವಂಶೀಯ ಆಡಳಿತದಾರ ಮಹಾವೀರ ಅಜ್ರಿ ಕಾಡಬೆಟ್ಟುಗುತ್ತು, ಶ್ರೀ ಅಣ್ಣಪ್ಪ ಸ್ವಾಮಿ ಜಿನ ಮಂದಿರದ ಬಾಹುಬಲಿ ಪ್ರಸಾದ್, ಶಿಶಿರ್ ಕುಮಾರ್ ಜೈನ್ ಪಿಲಿಗಾಬಲು, ಧರಣೇಂದ್ರ ಕುಮಾರ್, ಜೈನ್ ಬಲ್ಲೇರಿಗುತ್ತು, ರಂಜಿತ್ ಜೈನ್, ಸುಜಿತ್ ಕುಮಾರ್ ಜೈನ್, ಪ್ರಮೋದ್ ಕುಮಾರ್ ಸೇರಿದಂತೆ ಪ್ರಮುಖರು ಉಪಸ್ಥಿತರಿದ್ದರು.	[1219, 554, 1441, 663]
page-number: 2	[47, 47, 109, 150]
info-strip: ಪುಟ ಸಂಖ್ಯೆ | website hosadigantha.com | E-paper epaper.hosadigantha.com | Email diganthamlr@gmail.com | Twitter HosadiganthaWeb ಭಾನುವಾರ 23, ನವೆಂಬರ್ 2025	[44, 159, 1439, 184]
encroach-site-photo	[297, 1213, 670, 1391]
website-label: website	[122, 162, 180, 179]
encroach-body: ಉಳ್ಳಾಲ: ಕೋಟೆಕಾರು ಪಟ್ಟಣ ಪಂಚಾಯತ್ ಹಸ್ತರ ಸರಕಾರಿ ಕುಮ್ಕಿ ಜಮೀನಿನಲ್ಲಿ ಶನಿವಾರ ಬೆಳಗ್ಗೆ ಖಾಸಗಿ ವ್ಯಕ್ತಿಗಳು ಜೆಸಿಬಿ ಬಳಸಿ ಮರಗಳನ್ನು ಕಡಿದು ಜಮೀನು ಅತಿಕ್ರಮಣಕ್ಕೆ ಯತ್ನಿಸಿದ ಘಟನೆ ನಡೆದಿದೆ. ಸ್ಥಳೀಯರು ಮಾಹಿತಿ ನೀಡಿದ ಹಿನ್ನೆಲೆಯಲ್ಲಿ ಸ್ಥಳಕ್ಕೆ ಬಂದ ಪೊಲೀಸರು ಮಧ್ಯಪ್ರವೇಶಿಸಿ ಕಾಮಗಾರಿ ತಡೆದರು. ಸರಕಾರಿ ಜಮೀನನ್ನು ಒತ್ತುವರಿ ಮಾಡಲು ಯತ್ನಿಸಿದವರ ವಿರುದ್ಧ ಕ್ರಮ ಕೈಗೊಳ್ಳಬೇಕು ಎಂದು ಸ್ಥಳೀಯರು ಆಗ್ರಹಿಸಿದ್ದಾರೆ. ಕಂದಾಯ ಇಲಾಖೆ ಅಧಿಕಾರಿಗಳು ಸ್ಥಳಕ್ಕೆ ಭೇಟಿ ನೀಡಿ ಪರಿಶೀಲನೆ ನಡೆಸಿದ್ದಾರೆ. ಜಮೀನಿನ ದಾಖಲೆಗಳನ್ನು ಪರಿಶೀಲಿಸಿ ಸೂಕ್ತ ಕ್ರಮ ಕೈಗೊಳ್ಳಲಾಗುವುದು ಎಂದು ಅಧಿಕಾರಿಗಳು ತಿಳಿಸಿದ್ದಾರೆ. ಸುಮಾರು 1.25 ಎಕ್ರೆ ಪ್ರದೇಶದಲ್ಲಿ ಕಾಮಗಾರಿ ನಡೆಸಲಾಗಿದೆ.	[297, 1403, 475, 1608]
section-label-text: ಸುತ್ತ ಮುತ್ತ	[108, 207, 180, 229]
story1-body: ಬಂಟ್ವಾಳ: ರಾಯಿ ಶ್ರೀ ಮಹಾಲಿಂಗೇಶ್ವರ ದೇವಸ್ಥಾನದಲ್ಲಿ ನ.26ರಂದು ವಾರ್ಷಿಕ ಷಷ್ಠಿ ಮಹೋತ್ಸವ ನಡೆಯಲಿದೆ. ನ.25ಕ್ಕೆ ಬೆಳಗ್ಗೆ 8 ಗಂಟೆಗೆ ಪಂಚಾಮೃತ ಅಭಿಷೇಕ, ಪವಮಾನ ಅಭಿಷೇಕ, ಸೀಯಾಳಾಭಿಷೇಕ, ಶತ ರುದ್ರಾಭಿಷೇಕ, ಮಧ್ಯಾಹ್ನ 12 ಗಂಟೆಗೆ ಮಹಾಪೂಜೆ, ಸಾರ್ವಜನಿಕ ಅನ್ನಸಂತರ್ಪಣೆ, ಸಂಜೆ 6 ಗಂಟೆಗೆ ನಾಗಸನ್ನಿಧಿಯಲ್ಲಿ ಸಾಮೂಹಿಕ ಆಶ್ಲೇಷ ಬಲಿ, ರಾತ್ರಿ 7 ಗಂಟೆಗೆ ಬಲ್ಲಿಮಿಗೆ, 8 ಗಂಟೆಗೆ ರಂಗ ಪೂಜೆ ಮತ್ತು ಪಂಚಮಿ ಉತ್ಸವ ನಡೆಯಲಿದೆ. ನ.26ರಂದು ಬೆಳಗ್ಗೆ 8 ಗಂಟೆಗೆ ಪಂಚಾಮೃತ ಮತ್ತು ಪವಮಾನ ಅಭಿಷೇಕ, 9 ಗಂಟೆಗೆ ಪಂಚಾಮೃತ ಸೇವೆ, 11 ಗಂಟೆಗೆ ಮಹಾಪೂಜೆ, 11.30ರಿಂದ ಷಷ್ಠಿ ಮಹೋತ್ಸವ, ಮಧ್ಯಾಹ್ನ 1 ಗಂಟೆಗೆ ಸಾರ್ವಜನಿಕ ಅನ್ನಸಂತರ್ಪಣೆ ನಡೆಯಲಿದೆ ಎಂದು ವ್ಯವಸ್ಥಾಪನಾ ಸಮಿತಿ ಅಧ್ಯಕ್ಷ ಪ್ರಕಟಣೆಯಲ್ಲಿ ಪುಷ್ಪರಾಜ ರಾಯಿ ತಿಳಿಸಿದ್ದಾರೆ. ಬಡಜನಿ ಶ್ರೀಕ್ಷೇತ್ರ ರಾಯಿ ಸಮೀಪದ ಶ್ರೀ ಕ್ಷೇತ್ರ ಬಡಜನಿ ನಾಗಬ್ರಹ್ಮ ಸುಬ್ರಹ್ಮಣ್ಯೇಶ್ವರ ದೇವಸ್ಥಾನದಲ್ಲಿ ನ.26ರಂದು ವಾರ್ಷಿಕ ಷಷ್ಠಿ ಮಹೋತ್ಸವ ನಡೆಯಲಿದೆ. ನ.25ರಂದು ಪಂಚಮಿ ಉತ್ಸವ ಪ್ರಯುಕ್ತ ಬೆಳಗ್ಗೆ 9 ಗಂಟೆಗೆ ಪವಮಾನ ಅಭಿಷೇಕ, ಕಲಶಾಭಿಷೇಕ, ಗಣಯಾಗ, ಬ್ರಹ್ಮಲಿಂಗೇಶ್ವರ ವಿಗ್ರಹಕ್ಕೆ ಏಕಾದಶ ರುದ್ರಾಭಿಷೇಕ, ಮಧ್ಯಾಹ್ನ 12 ಗಂಟೆಗೆ ಮಹಾಪೂಜೆ ಮತ್ತು ಸಾರ್ವಜನಿಕ ಅನ್ನಸಂತರ್ಪಣೆ, ಸಂಜೆ 5 ಗಂಟೆಗೆ ಭಜನಾ ಮತ್ತು ದೇವರ ಬಲಿ ಉತ್ಸವ ನಡೆಯಲಿದೆ. ನ.26ರಂದು ಬೆಳಗ್ಗೆ 5 ಗಂಟೆಗೆ ಉಷಾ ಪೂಜೆ, 7 ಗಂಟೆಗೆ ಪಂಚಾಮೃತ ಅಭಿಷೇಕ, 8.30 ಗಂಟೆಗೆ ಪ್ರಸಾದ, 9.30ರಿಂದ ಷಷ್ಠಿ ಮಹೋತ್ಸವ, ಮಧ್ಯಾಹ್ನ 12 ಗಂಟೆಗೆ ಪಲ್ಲಕ್ಕಿ ಬಲಿ ಉತ್ಸವ, ಮಹಾಪೂಜೆ, ಸಾರ್ವಜನಿಕ ಅನ್ನಸಂತರ್ಪಣೆ ನಡೆಯಲಿದೆ. ತಂತ್ರಿಬೈಲಿನಲ್ಲಿ ಷಷ್ಠಿ ಮಹೋತ್ಸವ ತಂತ್ರಿಬೈಲಿನ ಶ್ರೀ ಸುಬ್ರಹ್ಮಣ್ಯ ದೇವಸ್ಥಾನದಲ್ಲಿ ನ.26ರಂದು ವಾರ್ಷಿಕ ಷಷ್ಠಿ ಮಹೋತ್ಸವ ನಡೆಯಲಿದೆ. ನ.25ರಂದು ಸಂಜೆ ದೇವರ ಬಲಿ ಉತ್ಸವ, ಮಧ್ಯಾಹ್ನ 12 ಗಂಟೆಗೆ ಮಹಾಪೂಜೆ ಮತ್ತು ಸಾರ್ವಜನಿಕ ಅನ್ನಸಂತರ್ಪಣೆ ನಡೆಯಲಿದೆ ಎಂದು ಆಡಳಿತ ಸಮಿತಿ ತಿಳಿಸಿದೆ.	[44, 305, 268, 785]
trust-body: ಮುಲ್ಕಿ: ಸಹಕಾರ ಕ್ಷೇತ್ರದ ಪ್ರಾಮಾಣಿಕತೆ ಮತ್ತು ಪ್ರಾರಂಭದಿಂದಲೂ ಜನಸ್ನೇಹಿ ಸೇವೆಯ ಮೂಲಕ ಸಮಾಜ ಮತ್ತು ಸೊಸೈಟಿಯ ಪರಸ್ಪರ ಸಹಕಾರದಿಂದ ಬೆಳವಣಿಗೆ ಹೊಂದಲು ಸಾಧ್ಯ. ಪ್ರಾಮಾಣಿಕತೆಯೇ ಸಂಸ್ಥೆಯ ಬೆಳವಣಿಗೆಯ ಗುಟ್ಟು ಎಂದು ಪೇಜಾವರ ಮಠದ ವಿಶ್ವಪ್ರಸನ್ನ ತೀರ್ಥ ಸ್ವಾಮೀಜಿ ಹೇಳಿದರು. ಸೊಸೈಟಿಯ 2026ನೇ ಸಾಲಿನ ಕ್ಯಾಲೆಂಡರ್ ಬಿಡುಗಡೆಗೊಳಿಸಿ ಆಶೀರ್ವಚನ ನೀಡಿದರು. ಪ್ರತಿಯೊಬ್ಬರೂ ಸಂಸ್ಥೆಯ ಪ್ರಗತಿಗೆ ಕೈ ಜೋಡಿಸಬೇಕು. ಸಹಕಾರಿ ರಂಗದಲ್ಲಿ ಸೊಸೈಟಿ ಉತ್ತಮ ಸಾಧನೆ ಮಾಡಿದೆ ಎಂದರು. ಕ್ಯಾಲೆಂಡರ್ ಬಿಡುಗಡೆ ಹಳೆಯಂಗಡಿಯ ಪ್ರಿಯದರ್ಶಿನಿ ಕೋ ಆಪರೇಟಿವ್ ಸೊಸೈಟಿಯ 2026ನೇ ಸಾಲಿನ ಕ್ಯಾಲೆಂಡರ್ ಬಿಡುಗಡೆಗೊಳಿಸಿ ಶುಭ ಹಾರೈಸಿದರು. ಸೊಸೈಟಿಯ ಅಧ್ಯಕ್ಷ ಸುರೇಶ್, ನಿರ್ದೇಶಕರು ಉಪಸ್ಥಿತರಿದ್ದರು.	[297, 953, 667, 1087]
lokadalat-body-2: ದಂಡಪಾವತಿಯಲ್ಲಿ ರಿಯಾಯಿತಿ 3 ದಶಕಗಳ ಹಳೇ ಸಂಚಾರ ನಿಯಮಗಳ ಉಲ್ಲಂಘನೆ ಪ್ರಕರಣಗಳ ದಂಡ ಪಾವತಿಗೆ ಶೇ. 50 ರಿಯಾಯಿತಿ ನೀಡಲಾಗಿದೆ. 1991–92ರಿಂದ 2019–20ರ ಅವಧಿಯಲ್ಲಿ ದಾಖಲಾಗಿರುವ ಸಂಚಾರ ನಿಯಮ ಉಲ್ಲಂಘನೆ ಪ್ರಕರಣಗಳಿಗೆ ಈ ರಿಯಾಯಿತಿ ಅನ್ವಯವಾಗಲಿದೆ. ಡಿ.12 ವರೆಗೆ ಕಾಲಾವಕಾಶ ನೀಡಲಾಗಿದ್ದು ವಾಹನ ಮಾಲಕರು ಇದರ ಪ್ರಯೋಜನ ಪಡೆದುಕೊಳ್ಳಬೇಕು ಎಂದು ಸಮಿತಿ ತಿಳಿಸಿದೆ.	[875, 938, 1083, 1067]
ayyappa-vertical-rule	[1096, 1334, 1097, 1816]
calendar-release-photo	[297, 781, 667, 944]
email-label: Email	[613, 162, 655, 179]
door-icon	[191, 209, 205, 228]
trust-headline: ಪ್ರಾಮಾಣಿಕತೆ ಸಂಸ್ಥೆಯ ಬೆಳವಣಿಗೆಯ ಗುಟ್ಟು: ವಿಶ್ವಪ್ರಸನ್ನ ತೀರ್ಥ ಸ್ವಾಮೀಜಿ	[286, 695, 649, 760]
masthead	[0, 0, 1489, 194]
lead-headline: ಕಾಡಬೆಟ್ಟು ಗುತ್ತಿನ ಮನೆಯಲ್ಲಿ ‘ಕಂಬಳ ಕೋರಿ’ ಗದ್ದೆ ಪೂಜೆ	[286, 248, 1162, 302]
kambala-field-photo	[534, 0, 535, 1]
left-story-divider	[44, 1320, 268, 1322]
bottom-headline: ಕೇಂದ್ರ, ರಾಜ್ಯ ಸರ್ಕಾರದ ಯೋಜನೆ ಜನತೆಗೆ ತಲುಪಿಸುವ ಜವಾಬ್ದಾರಿ ಗ್ರಾ.ಪಂ.ಗಿದೆ: ನಳಿನ್	[191, 1893, 1292, 1937]
sports-meet-photo	[283, 1957, 743, 2120]
encroach-headline: ಸರಕಾರಿ ಕುಮ್ಕಿ ಜಮೀನು ಅತಿಕ್ರಮಣಕ್ಕೆ ಯತ್ನ: ಪೊಲೀಸರ ಮಧ್ಯಪ್ರವೇಶ, ತಡೆ	[286, 1126, 651, 1191]
issue-date: ಭಾನುವಾರ 23, ನವೆಂಬರ್ 2025	[1257, 162, 1439, 179]
calendar-top-rule	[1108, 1334, 1441, 1336]
anganwadi-photo	[1109, 781, 1440, 974]
encroach-inset	[486, 1401, 670, 1594]
brand-logo-icon	[178, 59, 197, 78]
brand-large: ಸಂಗಮ	[156, 77, 288, 138]
encroach-sub: ನಾಳೆ ಬಿಜೆಪಿ ಪ್ರತಿಭಟನೆ	[486, 1603, 564, 1615]
